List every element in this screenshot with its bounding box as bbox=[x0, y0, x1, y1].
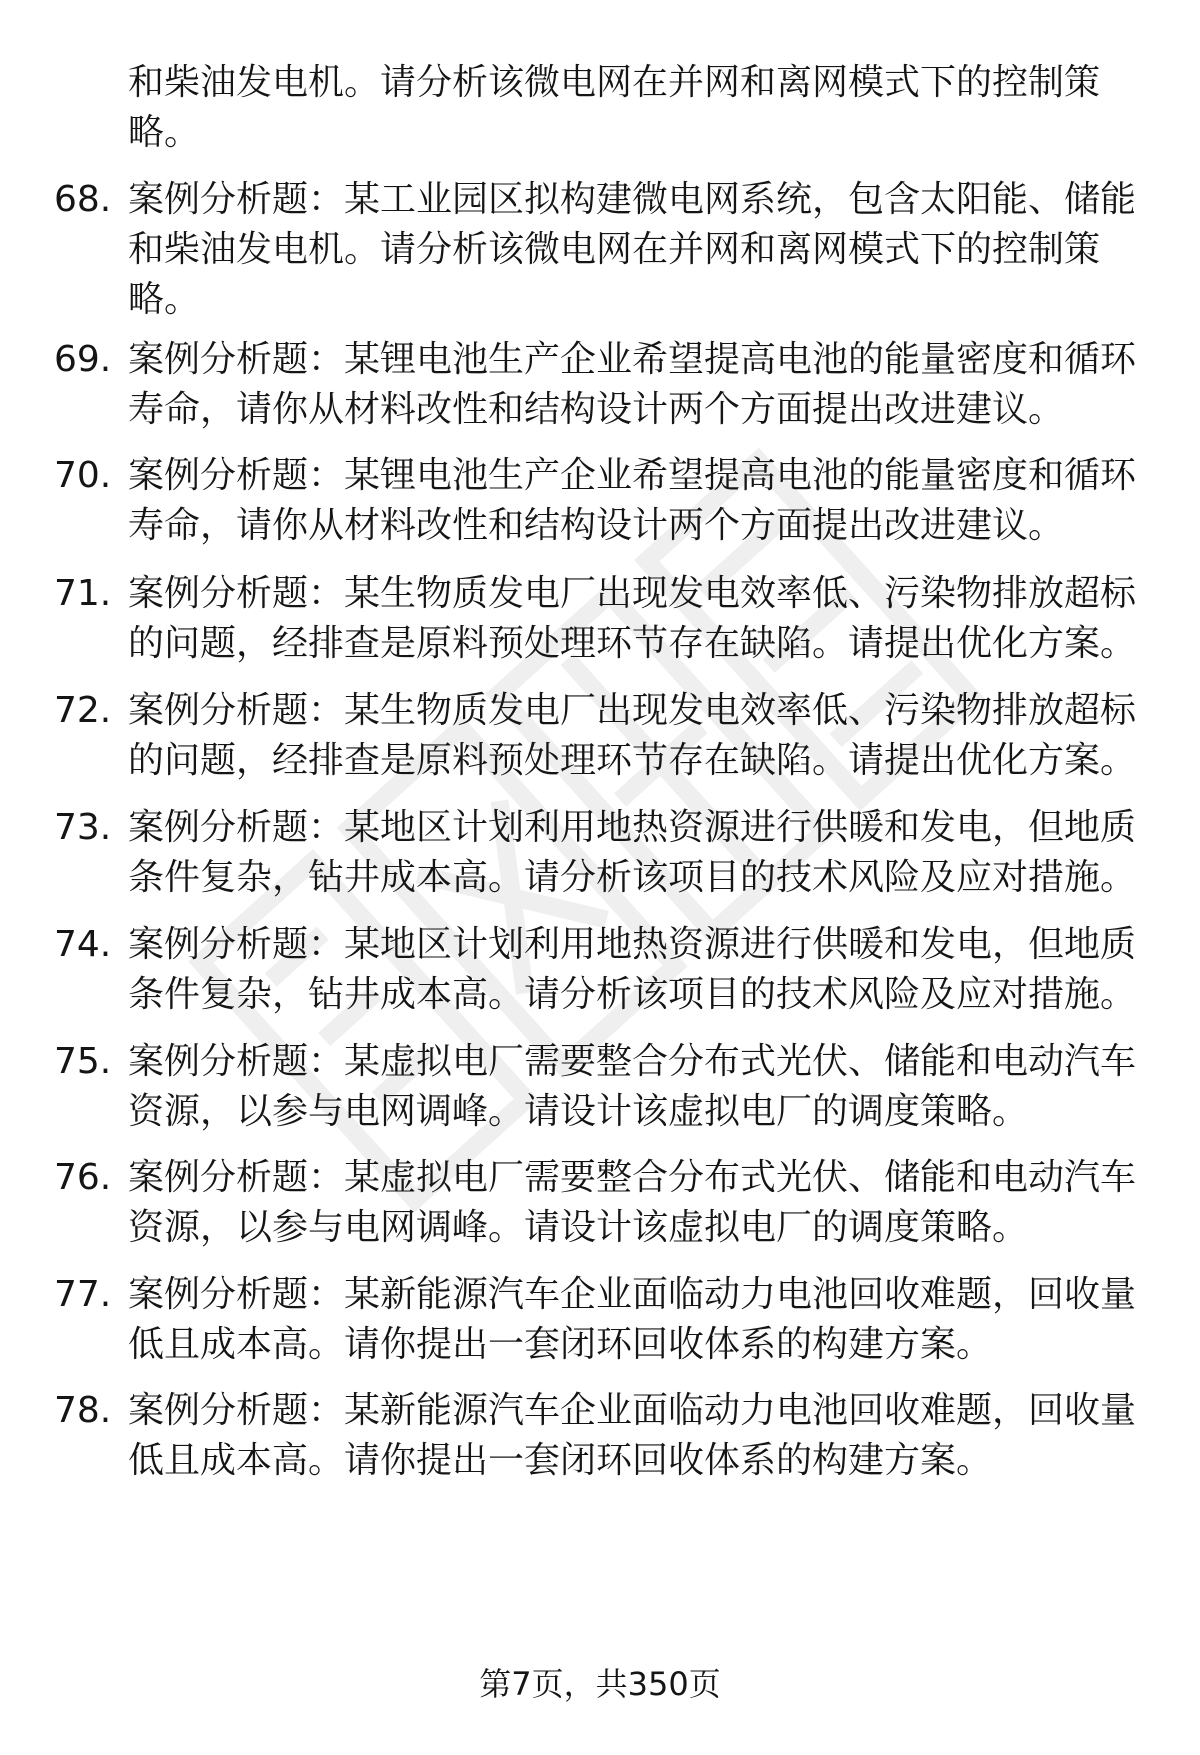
question-number: 73. bbox=[54, 807, 112, 848]
question-text: 案例分析题：某工业园区拟构建微电网系统，包含太阳能、储能和柴油发电机。请分析该微电网在并网和离网模式下的控制策略。 bbox=[128, 179, 1137, 320]
question-number: 75. bbox=[54, 1041, 112, 1082]
question-number: 69. bbox=[54, 339, 112, 380]
question-number: 77. bbox=[54, 1274, 112, 1315]
question-text: 案例分析题：某新能源汽车企业面临动力电池回收难题，回收量低且成本高。请你提出一套闭环回收体系的构建方案。 bbox=[128, 1274, 1137, 1365]
question-text: 案例分析题：某生物质发电厂出现发电效率低、污染物排放超标的问题，经排查是原料预处理环节存在缺陷。请提出优化方案。 bbox=[128, 573, 1137, 664]
question-number: 72. bbox=[54, 690, 112, 731]
question-text: 案例分析题：某地区计划利用地热资源进行供暖和发电，但地质条件复杂，钻井成本高。请分析该项目的技术风险及应对措施。 bbox=[128, 924, 1137, 1015]
question-number: 78. bbox=[54, 1390, 112, 1431]
question-number: 68. bbox=[54, 179, 112, 220]
question-text: 案例分析题：某虚拟电厂需要整合分布式光伏、储能和电动汽车资源，以参与电网调峰。请设计该虚拟电厂的调度策略。 bbox=[128, 1157, 1137, 1248]
question-number: 71. bbox=[54, 573, 112, 614]
question-text: 案例分析题：某新能源汽车企业面临动力电池回收难题，回收量低且成本高。请你提出一套闭环回收体系的构建方案。 bbox=[128, 1390, 1137, 1481]
question-text: 案例分析题：某虚拟电厂需要整合分布式光伏、储能和电动汽车资源，以参与电网调峰。请设计该虚拟电厂的调度策略。 bbox=[128, 1041, 1137, 1132]
question-text: 案例分析题：某锂电池生产企业希望提高电池的能量密度和循环寿命，请你从材料改性和结构设计两个方面提出改进建议。 bbox=[128, 455, 1137, 546]
question-text: 案例分析题：某生物质发电厂出现发电效率低、污染物排放超标的问题，经排查是原料预处理环节存在缺陷。请提出优化方案。 bbox=[128, 690, 1137, 781]
question-number: 70. bbox=[54, 455, 112, 496]
page-number-footer: 第7页，共350页 bbox=[479, 1665, 721, 1703]
question-number: 74. bbox=[54, 924, 112, 965]
question-text: 案例分析题：某地区计划利用地热资源进行供暖和发电，但地质条件复杂，钻井成本高。请分析该项目的技术风险及应对措施。 bbox=[128, 807, 1137, 898]
continued-question-text: 和柴油发电机。请分析该微电网在并网和离网模式下的控制策略。 bbox=[128, 62, 1101, 153]
question-text: 案例分析题：某锂电池生产企业希望提高电池的能量密度和循环寿命，请你从材料改性和结构设计两个方面提出改进建议。 bbox=[128, 339, 1137, 430]
question-number: 76. bbox=[54, 1157, 112, 1198]
